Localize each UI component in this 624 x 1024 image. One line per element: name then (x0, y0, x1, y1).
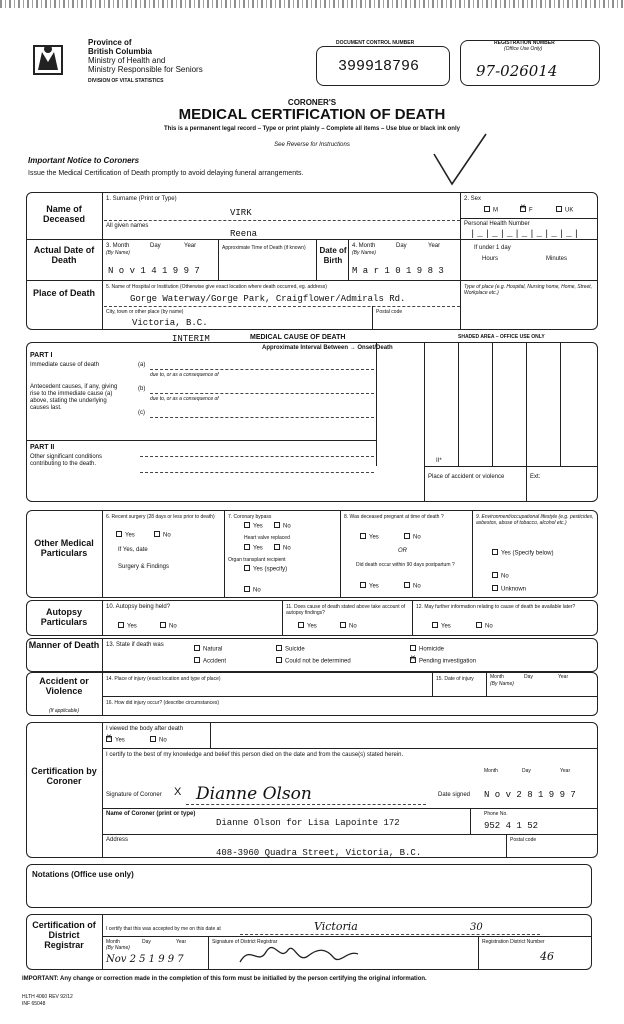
immediate-cause-label: Immediate cause of death (30, 362, 100, 368)
registrar-signature-label: Signature of District Registrar (212, 939, 278, 945)
q16-label: 16. How did injury occur? (describe circumstances) (106, 700, 220, 706)
sex-label: 2. Sex (464, 196, 482, 202)
certify-statement: I certify to the best of my knowledge and belief this person died on the date and from the cause(s) stated herein. (106, 752, 404, 758)
accepted-label: I certify that this was accepted by me on this date at (106, 926, 221, 932)
ext-label: Ext: (530, 474, 541, 480)
sex-uk-checkbox[interactable]: UK (556, 207, 573, 215)
q8b-yes[interactable]: Yes (360, 583, 379, 591)
city-value: Victoria, B.C. (132, 318, 208, 328)
part2-label: PART II (30, 444, 55, 451)
notice-heading: Important Notice to Coroners (28, 156, 140, 165)
surgery-findings-label: Surgery & Findings (118, 564, 170, 570)
q10-yes[interactable]: Yes (118, 623, 137, 631)
other-medical-label: Other Medical Particulars (34, 538, 94, 558)
cause-a-label: (a) (138, 362, 146, 368)
sex-f-checkbox[interactable]: ✕ F (520, 207, 533, 215)
cause-c-label: (c) (138, 410, 145, 416)
surname-label: 1. Surname (Print or Type) (106, 196, 177, 202)
approx-time-label: Approximate Time of Death (if known) (222, 245, 306, 251)
heart-valve-label: Heart valve replaced (244, 535, 290, 541)
other-conditions-label: Other significant conditions contributing to the death. (30, 454, 103, 467)
registration-sublabel: (Office Use Only) (504, 46, 543, 52)
registration-label: REGISTRATION NUMBER (494, 40, 555, 46)
q6-yes[interactable]: Yes (116, 532, 135, 540)
address-label: Address (106, 837, 129, 843)
date-signed-label: Date signed (438, 792, 471, 798)
cert-month-label: Month (484, 768, 498, 774)
coroner-cert-label: Certification by Coroner (31, 766, 97, 786)
birth-year-label: Year (428, 243, 441, 249)
q9-yes-specify[interactable]: Yes (Specify below) (492, 550, 553, 558)
injury-by-name-label: (By Name) (490, 681, 514, 687)
place-postal-label: Postal code (376, 309, 403, 315)
q14-label: 14. Place of injury (exact location and type of place) (106, 676, 221, 682)
cause-heading: MEDICAL CAUSE OF DEATH (250, 334, 346, 341)
reg-month-label: Month (106, 939, 120, 945)
death-day-label: Day (150, 243, 161, 249)
injury-year-label: Year (558, 674, 569, 680)
cert-postal-label: Postal code (510, 837, 537, 843)
manner-label: Manner of Death (28, 640, 100, 650)
registration-number: 97-026014 (476, 62, 558, 80)
surname-value: VIRK (230, 208, 252, 218)
q11-label: 11. Does cause of death stated above take account of autopsy findings? (286, 604, 406, 616)
signature-x: X (174, 786, 182, 798)
city-label: City, town or other place (by name) (106, 309, 184, 315)
doc-control-number: 399918796 (338, 58, 420, 75)
header-province2: British Columbia (88, 47, 153, 56)
manner-accident[interactable]: Accident (194, 658, 226, 666)
q10-no[interactable]: No (160, 623, 177, 631)
heart-no[interactable]: No (274, 545, 291, 553)
scan-noise-top (0, 0, 624, 8)
viewed-yes[interactable]: ✕Yes (106, 737, 125, 745)
heart-yes[interactable]: Yes (244, 545, 263, 553)
accident-label: Accident or Violence (39, 676, 89, 696)
given-names-label: All given names (106, 223, 149, 229)
header-ministry1: Ministry of Health and (88, 56, 166, 65)
date-of-birth-value: M a r 1 0 1 9 8 3 (352, 266, 444, 276)
title-coroners: CORONER'S (287, 98, 337, 107)
q12-yes[interactable]: Yes (432, 623, 451, 631)
title-see-reverse: See Reverse for Instructions (274, 142, 350, 148)
cause-section (26, 342, 598, 502)
interval-label: Approximate Interval Between → Onset/Death (262, 345, 393, 351)
q11-no[interactable]: No (340, 623, 357, 631)
accepted-place: Victoria (314, 920, 358, 933)
actual-date-of-death-label: Actual Date of Death (33, 245, 95, 265)
q8-no[interactable]: No (404, 534, 421, 542)
q8b-no[interactable]: No (404, 583, 421, 591)
q8-postpartum-label: Did death occur within 90 days postpartum ? (356, 562, 455, 568)
q15-label: 15. Date of injury (436, 676, 474, 682)
accident-applicable: (If applicable) (48, 708, 79, 714)
given-names-value: Reena (230, 229, 258, 239)
important-footer: IMPORTANT: Any change or correction made in the completion of this form must be initialled by the person certifying the original information. (22, 976, 427, 982)
organ-label: Organ transplant recipient (228, 557, 286, 563)
q7-no[interactable]: No (274, 523, 291, 531)
place-of-accident-label: Place of accident or violence (428, 474, 505, 480)
minutes-label: Minutes (546, 256, 568, 262)
manner-suicide[interactable]: Suicide (276, 646, 305, 654)
q6-no[interactable]: No (154, 532, 171, 540)
sex-m-checkbox[interactable]: M (484, 207, 498, 215)
q9-unknown[interactable]: Unknown (492, 586, 526, 594)
phn-label: Personal Health Number (464, 221, 530, 227)
address-value: 408-3960 Quadra Street, Victoria, B.C. (216, 848, 422, 858)
cert-day-label: Day (522, 768, 531, 774)
due-to-1: due to, or as a consequence of (150, 372, 219, 378)
q8-yes[interactable]: Yes (360, 534, 379, 542)
q8-or: OR (398, 548, 407, 554)
coroner-name-label: Name of Coroner (print or type) (106, 811, 196, 817)
death-by-name-label: (By Name) (106, 250, 130, 256)
reg-year-label: Year (176, 939, 187, 945)
header-ministry2: Ministry Responsible for Seniors (88, 65, 203, 74)
form-inf-number: INF 65048 (22, 1001, 46, 1007)
manner-natural[interactable]: Natural (194, 646, 222, 654)
cert-year-label: Year (560, 768, 571, 774)
registrar-date-value: Nov 2 5 1 9 9 7 (106, 954, 184, 965)
manner-undetermined[interactable]: Could not be determined (276, 658, 351, 666)
part1-label: PART I (30, 352, 53, 359)
coroner-signature-label: Signature of Coroner (106, 792, 162, 798)
q6-if-yes-date: If Yes, date (118, 547, 148, 553)
cause-b-label: (b) (138, 386, 146, 392)
manner-homicide[interactable]: Homicide (410, 646, 444, 654)
date-signed-value: N o v 2 8 1 9 9 7 (484, 790, 576, 800)
q6-label: 6. Recent surgery (28 days or less prior to death) (106, 514, 215, 520)
part2-ii-label: II* (436, 458, 442, 464)
header-division: DIVISION OF VITAL STATISTICS (88, 78, 164, 84)
q12-label: 12. May further information relating to cause of death be available later? (416, 604, 576, 610)
reg-district-label: Registration District Number (482, 939, 545, 945)
title-instructions: This is a permanent legal record – Type or print plainly – Complete all items – Use blue or black ink only (164, 126, 460, 132)
birth-day-label: Day (396, 243, 407, 249)
notations-label: Notations (Office use only) (32, 870, 134, 879)
q13-label: 13. State if death was (106, 642, 164, 648)
date-of-death-value: N o v 1 4 1 9 9 7 (108, 266, 200, 276)
antecedent-label: Antecedent causes, if any, giving rise to the immediate cause (a) above, stating the underlying causes last. (30, 384, 118, 411)
death-month-label: 3. Month (106, 243, 130, 249)
registrar-label: Certification of District Registrar (32, 920, 96, 950)
hours-label: Hours (482, 256, 499, 262)
q8-label: 8. Was deceased pregnant at time of death ? (344, 514, 444, 520)
viewed-no[interactable]: No (150, 737, 167, 745)
manner-pending[interactable]: ✕Pending investigation (410, 658, 476, 666)
phone-label: Phone No. (484, 811, 508, 817)
place-of-death-label: Place of Death (32, 288, 96, 298)
birth-by-name-label: (By Name) (352, 250, 376, 256)
phone-value: 952 4 1 52 (484, 821, 539, 831)
header-province: Province of (88, 38, 132, 47)
reg-by-name-label: (By Name) (106, 945, 130, 951)
organ-yes-specify[interactable]: Yes (specify) (244, 566, 287, 574)
place-of-death-value: Gorge Waterway/Gorge Park, Craigflower/Admirals Rd. (130, 294, 406, 304)
notice-text: Issue the Medical Certification of Death promptly to avoid delaying funeral arrangements. (28, 170, 304, 177)
q7-label: 7. Coronary bypass (228, 514, 272, 520)
injury-month-label: Month (490, 674, 504, 680)
reg-day-label: Day (142, 939, 151, 945)
accepted-place-code: 30 (470, 922, 483, 933)
place-name-label: 5. Name of Hospital or Institution (Otherwise give exact location where death occurred, eg. address) (106, 284, 327, 290)
death-year-label: Year (184, 243, 197, 249)
type-of-place-label: Type of place (e.g. Hospital, Nursing home, Home, Street, Workplace etc.) (464, 284, 593, 296)
autopsy-label: Autopsy Particulars (40, 607, 88, 627)
q11-yes[interactable]: Yes (298, 623, 317, 631)
bc-crest-logo (28, 40, 68, 80)
organ-no[interactable]: No (244, 587, 261, 595)
q12-no[interactable]: No (476, 623, 493, 631)
injury-day-label: Day (524, 674, 533, 680)
registrar-signature (236, 942, 376, 973)
viewed-body-label: I viewed the body after death (106, 726, 184, 732)
form-number: HLTH 4060 REV 92/12 (22, 994, 73, 1000)
reg-district-value: 46 (540, 950, 554, 963)
shaded-area-label: SHADED AREA – OFFICE USE ONLY (458, 334, 545, 340)
q10-label: 10. Autopsy being held? (106, 604, 171, 610)
under-1-day-label: If under 1 day (474, 245, 511, 251)
phn-boxes: |_|_|_|_|_|_|_| (470, 229, 582, 239)
coroner-signature: Dianne Olson (196, 784, 312, 804)
due-to-2: due to, or as a consequence of (150, 396, 219, 402)
doc-control-label: DOCUMENT CONTROL NUMBER (336, 40, 415, 46)
q9-label: 9. Environment/occupational lifestyle (e.g. pesticides, asbestos, abuse of tobacco, alcohol etc.) (476, 514, 594, 526)
name-of-deceased-label: Name of Deceased (42, 204, 86, 224)
interim-stamp: INTERIM (172, 334, 210, 344)
page-title: MEDICAL CERTIFICATION OF DEATH (178, 106, 446, 123)
q9-no[interactable]: No (492, 573, 509, 581)
coroner-name-value: Dianne Olson for Lisa Lapointe 172 (216, 818, 400, 828)
check-mark-annotation (430, 132, 490, 193)
q7-yes[interactable]: Yes (244, 523, 263, 531)
birth-month-label: 4. Month (352, 243, 376, 249)
date-of-birth-label: Date of Birth (319, 246, 347, 265)
